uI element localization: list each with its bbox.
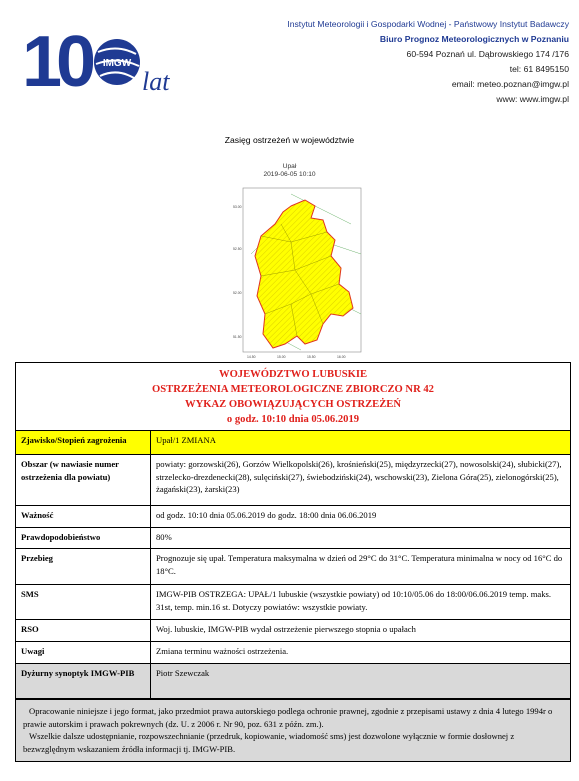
logo-word: lat [142, 67, 170, 96]
copyright-paragraph: Opracowanie niniejsze i jego format, jako przedmiot prawa autorskiego podlega ochronie prawnej, zgodnie z przepisami ustawy z dnia 4 lutego 1994r o prawie autorskim i prawach pokrewnych (dz. U. z 2006 r. Nr 90, poz. 631 z późn. zm.). [23, 706, 553, 729]
map-lon-tick: 15.50 [307, 355, 316, 359]
row-label: Dyżurny synoptyk IMGW-PIB [16, 664, 151, 698]
map-lon-tick: 15.00 [277, 355, 286, 359]
logo-imgw: IMGW [102, 58, 132, 69]
office-name: Biuro Prognoz Meteorologicznych w Poznaniu [379, 34, 569, 44]
map-lat-tick: 52.00 [233, 291, 242, 295]
logo-number: 10 [22, 24, 91, 96]
map-section-title: Zasięg ostrzeżeń w województwie [224, 135, 355, 145]
map-lon-tick: 16.00 [337, 355, 346, 359]
table-row [16, 664, 570, 699]
row-label: Ważność [16, 506, 151, 527]
map-lat-tick: 52.50 [233, 247, 242, 251]
row-value: IMGW-PIB OSTRZEGA: UPAŁ/1 lubuskie (wszystkie powiaty) od 10:10/05.06 do 18:00/06.06.2019 temp. maks. 31st, temp. min.16 st. Dotyczy powiatów: wszystkie powiaty. [156, 589, 551, 612]
warning-table [15, 362, 571, 762]
row-label: Prawdopodobieństwo [16, 528, 151, 548]
table-row [16, 585, 570, 620]
institute-name: Instytut Meteorologii i Gospodarki Wodnej - Państwowy Instytut Badawczy [287, 19, 569, 29]
warning-title-region: WOJEWÓDZTWO LUBUSKIE [218, 369, 368, 380]
row-label: Zjawisko/Stopień zagrożenia [16, 431, 151, 454]
table-row [16, 431, 570, 455]
table-row [16, 620, 570, 642]
email[interactable]: email: meteo.poznan@imgw.pl [451, 79, 569, 89]
warning-title-time: o godz. 10:10 dnia 05.06.2019 [226, 414, 360, 425]
warning-title-number: OSTRZEŻENIA METEOROLOGICZNE ZBIORCZO NR 42 [152, 384, 434, 395]
map-lat-tick: 51.50 [233, 335, 242, 339]
table-row [16, 549, 570, 585]
row-value: Upał/1 ZMIANA [151, 431, 570, 454]
address: 60-594 Poznań ul. Dąbrowskiego 174 /176 [406, 49, 569, 59]
row-value: od godz. 10:10 dnia 05.06.2019 do godz. 18:00 dnia 06.06.2019 [156, 510, 377, 520]
table-row [16, 506, 570, 528]
row-value: Zmiana terminu ważności ostrzeżenia. [156, 646, 289, 656]
map-lon-tick: 14.50 [247, 355, 256, 359]
phone: tel: 61 8495150 [509, 64, 569, 74]
row-value: Woj. lubuskie, IMGW-PIB wydał ostrzeżenie pierwszego stopnia o upałach [156, 624, 416, 634]
table-row [16, 528, 570, 549]
row-label: Uwagi [16, 642, 151, 663]
warning-region-map [231, 184, 365, 360]
table-row [16, 455, 570, 506]
map-datetime: 2019-06-05 10:10 [263, 171, 316, 178]
warning-title-list: WYKAZ OBOWIĄZUJĄCYCH OSTRZEŻEŃ [184, 399, 402, 410]
copyright-paragraph: Wszelkie dalsze udostępnianie, rozpowszechnianie (przedruk, kopiowanie, wiadomość sms) jest dozwolone wyłącznie w formie dosłownej z bezwzględnym wskazaniem źródła informacji tj. IMGW-PIB. [23, 731, 515, 754]
row-label: Obszar (w nawiasie numer ostrzeżenia dla powiatu) [16, 455, 151, 505]
row-label: SMS [16, 585, 151, 619]
copyright-notice [16, 699, 570, 761]
row-label: Przebieg [16, 549, 151, 584]
row-value: Piotr Szewczak [151, 664, 570, 698]
row-value: 80% [156, 532, 172, 542]
institute-contact-block [209, 17, 569, 107]
map-lat-tick: 53.00 [233, 205, 242, 209]
row-value: powiaty: gorzowski(26), Gorzów Wielkopolski(26), krośnieński(25), międzyrzecki(27), nowosolski(24), słubicki(27), strzelecko-drezdenecki(28), sulęciński(27), świebodziński(24), wschowski(23), Zielona Góra(25), zielonogórski(25), żagański(23), żarski(23) [156, 459, 562, 494]
row-value: Prognozuje się upał. Temperatura maksymalna w dzień od 29°C do 31°C. Temperatura minimalna w nocy od 16°C do 18°C. [156, 553, 563, 576]
map-phenomenon: Upał [282, 163, 297, 170]
row-label: RSO [16, 620, 151, 641]
table-row [16, 642, 570, 664]
imgw-100-years-logo [22, 24, 182, 96]
warning-title [16, 363, 570, 431]
website[interactable]: www: www.imgw.pl [496, 94, 569, 104]
